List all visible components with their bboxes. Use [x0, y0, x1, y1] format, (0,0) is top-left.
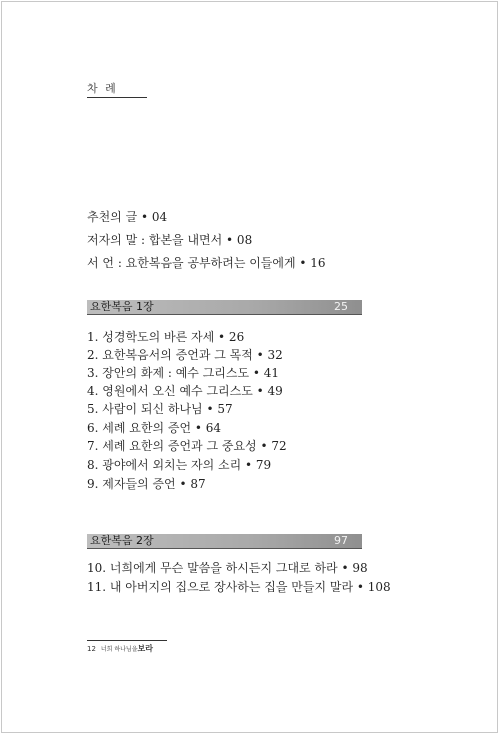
- section-title: 요한복음 2장: [90, 534, 154, 547]
- section-bar-john-1: [87, 300, 362, 315]
- footer-page-number: 12: [87, 645, 96, 653]
- toc-entry: 1. 성경학도의 바른 자세 • 26: [87, 330, 245, 344]
- toc-entry: 9. 제자들의 증언 • 87: [87, 477, 206, 491]
- toc-entry: 11. 내 아버지의 집으로 장사하는 집을 만들지 말라 • 108: [87, 580, 391, 594]
- toc-entry: 7. 세례 요한의 증언과 그 중요성 • 72: [87, 439, 287, 453]
- toc-heading: 차 례: [87, 82, 118, 95]
- toc-entry: 2. 요한복음서의 증언과 그 목적 • 32: [87, 348, 283, 362]
- toc-entry: 5. 사람이 되신 하나님 • 57: [87, 402, 233, 416]
- toc-entry: 6. 세례 요한의 증언 • 64: [87, 421, 222, 435]
- section-title: 요한복음 1장: [90, 300, 154, 313]
- section-page-number: 25: [334, 300, 348, 313]
- toc-entry-recommendation: 추천의 글 • 04: [87, 210, 168, 224]
- footer-book-title: 너희 하나님을: [100, 646, 138, 653]
- toc-entry: 4. 영원에서 오신 예수 그리스도 • 49: [87, 384, 283, 398]
- footer-rule: [87, 640, 167, 641]
- toc-entry: 3. 장안의 화제 : 예수 그리스도 • 41: [87, 366, 280, 380]
- footer-book-title-emphasis: 보라: [137, 643, 153, 653]
- toc-entry: 8. 광야에서 외치는 자의 소리 • 79: [87, 458, 272, 472]
- section-page-number: 97: [334, 534, 348, 547]
- toc-entry-preface: 서 언 : 요한복음을 공부하려는 이들에게 • 16: [87, 256, 326, 270]
- toc-heading-rule: [87, 97, 147, 98]
- toc-entry: 10. 너희에게 무슨 말씀을 하시든지 그대로 하라 • 98: [87, 561, 368, 575]
- running-footer: [87, 643, 153, 655]
- section-bar-john-2: [87, 534, 362, 549]
- toc-entry-author-note: 저자의 말 : 합본을 내면서 • 08: [87, 233, 253, 247]
